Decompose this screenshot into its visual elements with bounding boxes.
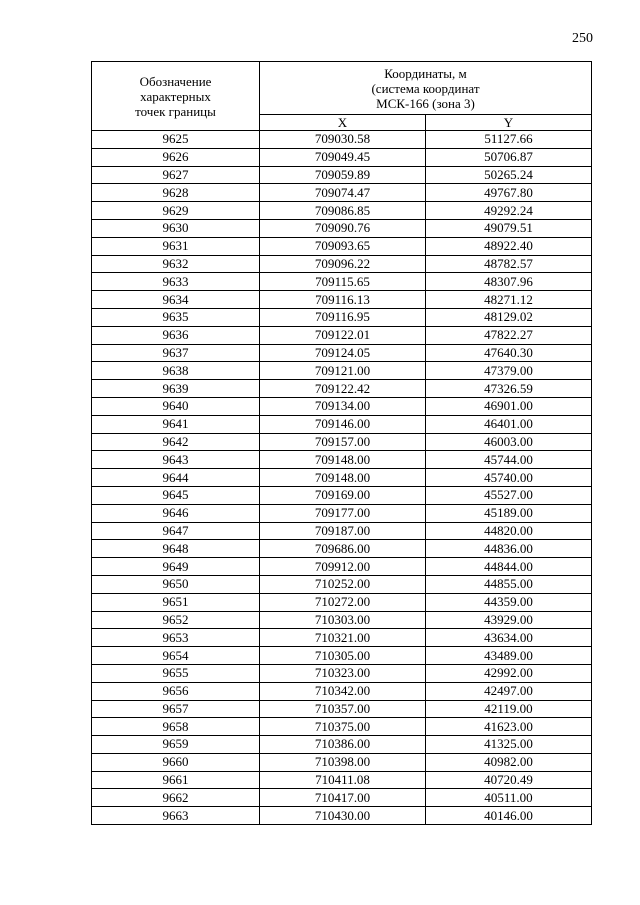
table-row [92, 273, 592, 291]
y-coordinate-cell: 45189.00 [426, 504, 592, 522]
table-header [92, 62, 592, 131]
x-coordinate-cell: 709187.00 [260, 522, 426, 540]
point-id-cell: 9643 [92, 451, 260, 469]
table-row [92, 326, 592, 344]
table-row [92, 522, 592, 540]
x-coordinate-cell: 710375.00 [260, 718, 426, 736]
x-coordinate-cell: 709124.05 [260, 344, 426, 362]
point-id-cell: 9650 [92, 575, 260, 593]
header-coords-line-2: (система координат [371, 80, 480, 96]
y-coordinate-cell: 45740.00 [426, 469, 592, 487]
point-id-cell: 9648 [92, 540, 260, 558]
point-id-cell: 9627 [92, 166, 260, 184]
y-coordinate-cell: 49767.80 [426, 184, 592, 202]
coordinates-table [91, 61, 592, 825]
point-id-cell: 9640 [92, 397, 260, 415]
y-coordinate-cell: 47379.00 [426, 362, 592, 380]
table-row [92, 575, 592, 593]
table-row [92, 362, 592, 380]
y-coordinate-cell: 48782.57 [426, 255, 592, 273]
x-coordinate-cell: 710342.00 [260, 682, 426, 700]
table-row [92, 219, 592, 237]
x-coordinate-cell: 709059.89 [260, 166, 426, 184]
y-coordinate-cell: 43634.00 [426, 629, 592, 647]
point-id-cell: 9644 [92, 469, 260, 487]
table-row [92, 664, 592, 682]
x-coordinate-cell: 709122.01 [260, 326, 426, 344]
x-coordinate-cell: 710417.00 [260, 789, 426, 807]
table-row [92, 700, 592, 718]
table-row [92, 291, 592, 309]
y-coordinate-cell: 48271.12 [426, 291, 592, 309]
table-row [92, 753, 592, 771]
point-id-cell: 9652 [92, 611, 260, 629]
y-coordinate-cell: 40511.00 [426, 789, 592, 807]
y-coordinate-cell: 42119.00 [426, 700, 592, 718]
point-id-cell: 9626 [92, 148, 260, 166]
header-coords-line-3: МСК-166 (зона 3) [376, 95, 475, 111]
y-coordinate-cell: 45744.00 [426, 451, 592, 469]
point-id-cell: 9646 [92, 504, 260, 522]
y-coordinate-cell: 50265.24 [426, 166, 592, 184]
y-coordinate-cell: 48922.40 [426, 237, 592, 255]
table-row [92, 629, 592, 647]
y-coordinate-cell: 44844.00 [426, 558, 592, 576]
table-row [92, 166, 592, 184]
y-coordinate-cell: 47822.27 [426, 326, 592, 344]
x-coordinate-cell: 709030.58 [260, 131, 426, 149]
x-coordinate-cell: 709096.22 [260, 255, 426, 273]
x-coordinate-cell: 709177.00 [260, 504, 426, 522]
point-id-cell: 9629 [92, 202, 260, 220]
y-coordinate-cell: 44836.00 [426, 540, 592, 558]
y-coordinate-cell: 48307.96 [426, 273, 592, 291]
table-row [92, 397, 592, 415]
point-id-cell: 9625 [92, 131, 260, 149]
x-coordinate-cell: 709134.00 [260, 397, 426, 415]
x-coordinate-cell: 710305.00 [260, 647, 426, 665]
table-row [92, 148, 592, 166]
point-id-cell: 9641 [92, 415, 260, 433]
x-coordinate-cell: 709912.00 [260, 558, 426, 576]
point-id-cell: 9659 [92, 736, 260, 754]
table-row [92, 451, 592, 469]
x-coordinate-cell: 709157.00 [260, 433, 426, 451]
point-id-cell: 9635 [92, 308, 260, 326]
table-row [92, 807, 592, 825]
table-row [92, 433, 592, 451]
y-coordinate-cell: 42992.00 [426, 664, 592, 682]
point-id-cell: 9660 [92, 753, 260, 771]
x-coordinate-cell: 710430.00 [260, 807, 426, 825]
point-id-cell: 9655 [92, 664, 260, 682]
y-coordinate-cell: 46401.00 [426, 415, 592, 433]
x-coordinate-cell: 709116.95 [260, 308, 426, 326]
x-coordinate-cell: 709148.00 [260, 451, 426, 469]
x-coordinate-cell: 710386.00 [260, 736, 426, 754]
table-row [92, 558, 592, 576]
x-coordinate-cell: 709116.13 [260, 291, 426, 309]
table-row [92, 255, 592, 273]
header-x: X [260, 115, 426, 131]
table-row [92, 415, 592, 433]
x-coordinate-cell: 710323.00 [260, 664, 426, 682]
table-row [92, 237, 592, 255]
table-row [92, 611, 592, 629]
table-row [92, 202, 592, 220]
table-row [92, 131, 592, 149]
point-id-cell: 9663 [92, 807, 260, 825]
point-id-cell: 9636 [92, 326, 260, 344]
x-coordinate-cell: 709049.45 [260, 148, 426, 166]
header-point-designation [92, 62, 260, 131]
x-coordinate-cell: 709122.42 [260, 380, 426, 398]
point-id-cell: 9639 [92, 380, 260, 398]
y-coordinate-cell: 40982.00 [426, 753, 592, 771]
point-id-cell: 9647 [92, 522, 260, 540]
page-number: 250 [572, 31, 593, 46]
y-coordinate-cell: 40146.00 [426, 807, 592, 825]
x-coordinate-cell: 709686.00 [260, 540, 426, 558]
y-coordinate-cell: 43489.00 [426, 647, 592, 665]
table-body [92, 131, 592, 825]
table-row [92, 540, 592, 558]
point-id-cell: 9642 [92, 433, 260, 451]
point-id-cell: 9632 [92, 255, 260, 273]
table-row [92, 469, 592, 487]
point-id-cell: 9649 [92, 558, 260, 576]
table-row [92, 486, 592, 504]
header-point-line-1: Обозначение [139, 73, 212, 89]
point-id-cell: 9651 [92, 593, 260, 611]
x-coordinate-cell: 710321.00 [260, 629, 426, 647]
table-row [92, 736, 592, 754]
table-row [92, 647, 592, 665]
x-coordinate-cell: 709074.47 [260, 184, 426, 202]
table-row [92, 308, 592, 326]
x-coordinate-cell: 709169.00 [260, 486, 426, 504]
x-coordinate-cell: 710398.00 [260, 753, 426, 771]
header-coords-line-1: Координаты, м [384, 65, 467, 81]
table-row [92, 344, 592, 362]
point-id-cell: 9656 [92, 682, 260, 700]
y-coordinate-cell: 44820.00 [426, 522, 592, 540]
x-coordinate-cell: 710303.00 [260, 611, 426, 629]
point-id-cell: 9661 [92, 771, 260, 789]
header-point-line-2: характерных [140, 88, 211, 104]
header-coordinates [260, 62, 592, 115]
x-coordinate-cell: 710411.08 [260, 771, 426, 789]
point-id-cell: 9645 [92, 486, 260, 504]
point-id-cell: 9630 [92, 219, 260, 237]
table-row [92, 184, 592, 202]
point-id-cell: 9638 [92, 362, 260, 380]
point-id-cell: 9634 [92, 291, 260, 309]
x-coordinate-cell: 709093.65 [260, 237, 426, 255]
table-row [92, 593, 592, 611]
point-id-cell: 9657 [92, 700, 260, 718]
point-id-cell: 9654 [92, 647, 260, 665]
table-row [92, 380, 592, 398]
y-coordinate-cell: 51127.66 [426, 131, 592, 149]
y-coordinate-cell: 46003.00 [426, 433, 592, 451]
x-coordinate-cell: 709146.00 [260, 415, 426, 433]
point-id-cell: 9658 [92, 718, 260, 736]
table-row [92, 789, 592, 807]
y-coordinate-cell: 50706.87 [426, 148, 592, 166]
x-coordinate-cell: 709090.76 [260, 219, 426, 237]
x-coordinate-cell: 709115.65 [260, 273, 426, 291]
table-row [92, 771, 592, 789]
point-id-cell: 9637 [92, 344, 260, 362]
y-coordinate-cell: 41623.00 [426, 718, 592, 736]
table-row [92, 718, 592, 736]
y-coordinate-cell: 42497.00 [426, 682, 592, 700]
point-id-cell: 9628 [92, 184, 260, 202]
point-id-cell: 9633 [92, 273, 260, 291]
point-id-cell: 9653 [92, 629, 260, 647]
x-coordinate-cell: 710252.00 [260, 575, 426, 593]
x-coordinate-cell: 710357.00 [260, 700, 426, 718]
point-id-cell: 9662 [92, 789, 260, 807]
y-coordinate-cell: 40720.49 [426, 771, 592, 789]
y-coordinate-cell: 48129.02 [426, 308, 592, 326]
x-coordinate-cell: 709086.85 [260, 202, 426, 220]
y-coordinate-cell: 49079.51 [426, 219, 592, 237]
point-id-cell: 9631 [92, 237, 260, 255]
y-coordinate-cell: 44359.00 [426, 593, 592, 611]
header-point-line-3: точек границы [135, 103, 216, 119]
y-coordinate-cell: 47326.59 [426, 380, 592, 398]
y-coordinate-cell: 49292.24 [426, 202, 592, 220]
table-row [92, 504, 592, 522]
table-row [92, 682, 592, 700]
y-coordinate-cell: 46901.00 [426, 397, 592, 415]
y-coordinate-cell: 47640.30 [426, 344, 592, 362]
y-coordinate-cell: 43929.00 [426, 611, 592, 629]
x-coordinate-cell: 710272.00 [260, 593, 426, 611]
y-coordinate-cell: 45527.00 [426, 486, 592, 504]
x-coordinate-cell: 709148.00 [260, 469, 426, 487]
x-coordinate-cell: 709121.00 [260, 362, 426, 380]
header-y: Y [426, 115, 592, 131]
y-coordinate-cell: 41325.00 [426, 736, 592, 754]
y-coordinate-cell: 44855.00 [426, 575, 592, 593]
